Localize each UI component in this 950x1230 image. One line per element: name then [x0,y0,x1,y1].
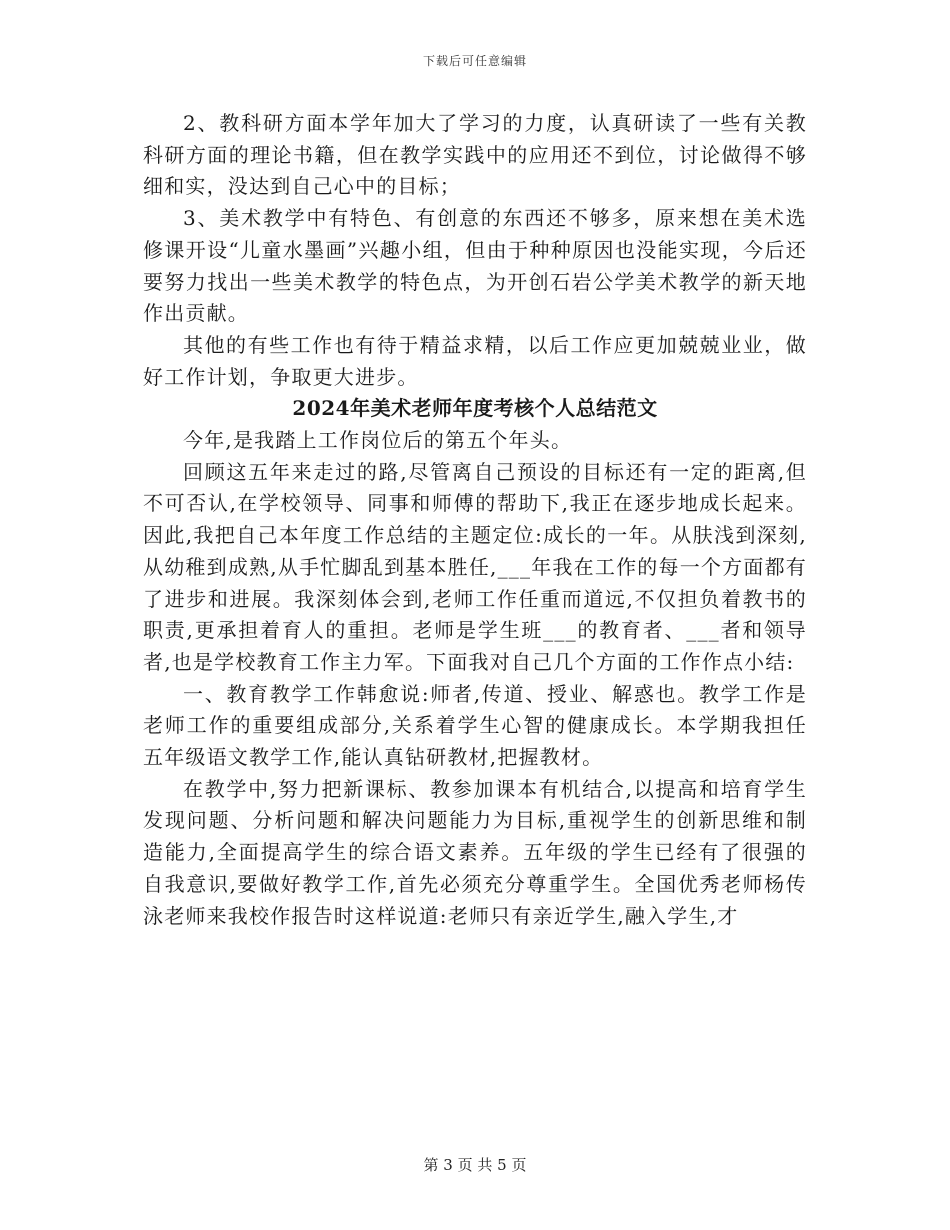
document-body [143,108,807,932]
paragraph-research: 2、教科研方面本学年加大了学习的力度，认真研读了一些有关教科研方面的理论书籍，但在教学实践中的应用还不到位，讨论做得不够细和实，没达到自己心中的目标； [143,111,807,199]
page-number-label: 第 3 页 共 5 页 [423,1156,527,1174]
paragraph-teaching-work: 一、教育教学工作韩愈说:师者,传道、授业、解惑也。教学工作是老师工作的重要组成部分,关系着学生心智的健康成长。本学期我担任五年级语文教学工作,能认真钻研教材,把握教材。 [143,681,807,770]
paragraph-intro: 今年,是我踏上工作岗位后的第五个年头。 [183,428,573,453]
section-title: 2024年美术老师年度考核个人总结范文 [292,396,658,421]
paragraph-review: 回顾这五年来走过的路,尽管离自己预设的目标还有一定的距离,但不可否认,在学校领导、同事和师傅的帮助下,我正在逐步地成长起来。因此,我把自己本年度工作总结的主题定位:成长的一年。从肤浅到深刻,从幼稚到成熟,从手忙脚乱到基本胜任,___年我在工作的每一个方面都有了进步和进展。我深刻体会到,老师工作任重而道远,不仅担负着教书的职责,更承担着育人的重担。老师是学生班___的教育者、___者和领导者,也是学校教育工作主力军。下面我对自己几个方面的工作作点小结: [143,459,807,674]
page-footer [0,1154,950,1175]
paragraph-art-features: 3、美术教学中有特色、有创意的东西还不够多，原来想在美术选修课开设“儿童水墨画”兴趣小组，但由于种种原因也没能实现，今后还要努力找出一些美术教学的特色点，为开创石岩公学美术教学的新天地作出贡献。 [143,206,807,326]
paragraph-in-teaching: 在教学中,努力把新课标、教参加课本有机结合,以提高和培育学生发现问题、分析问题和解决问题能力为目标,重视学生的创新思维和制造能力,全面提高学生的综合语文素养。五年级的学生已经有了很强的自我意识,要做好教学工作,首先必须充分尊重学生。全国优秀老师杨传泳老师来我校作报告时这样说道:老师只有亲近学生,融入学生,才 [143,776,807,928]
paragraph-other-work: 其他的有些工作也有待于精益求精，以后工作应更加兢兢业业，做好工作计划，争取更大进步。 [143,332,807,389]
page-header-note: 下载后可任意编辑 [422,54,527,68]
